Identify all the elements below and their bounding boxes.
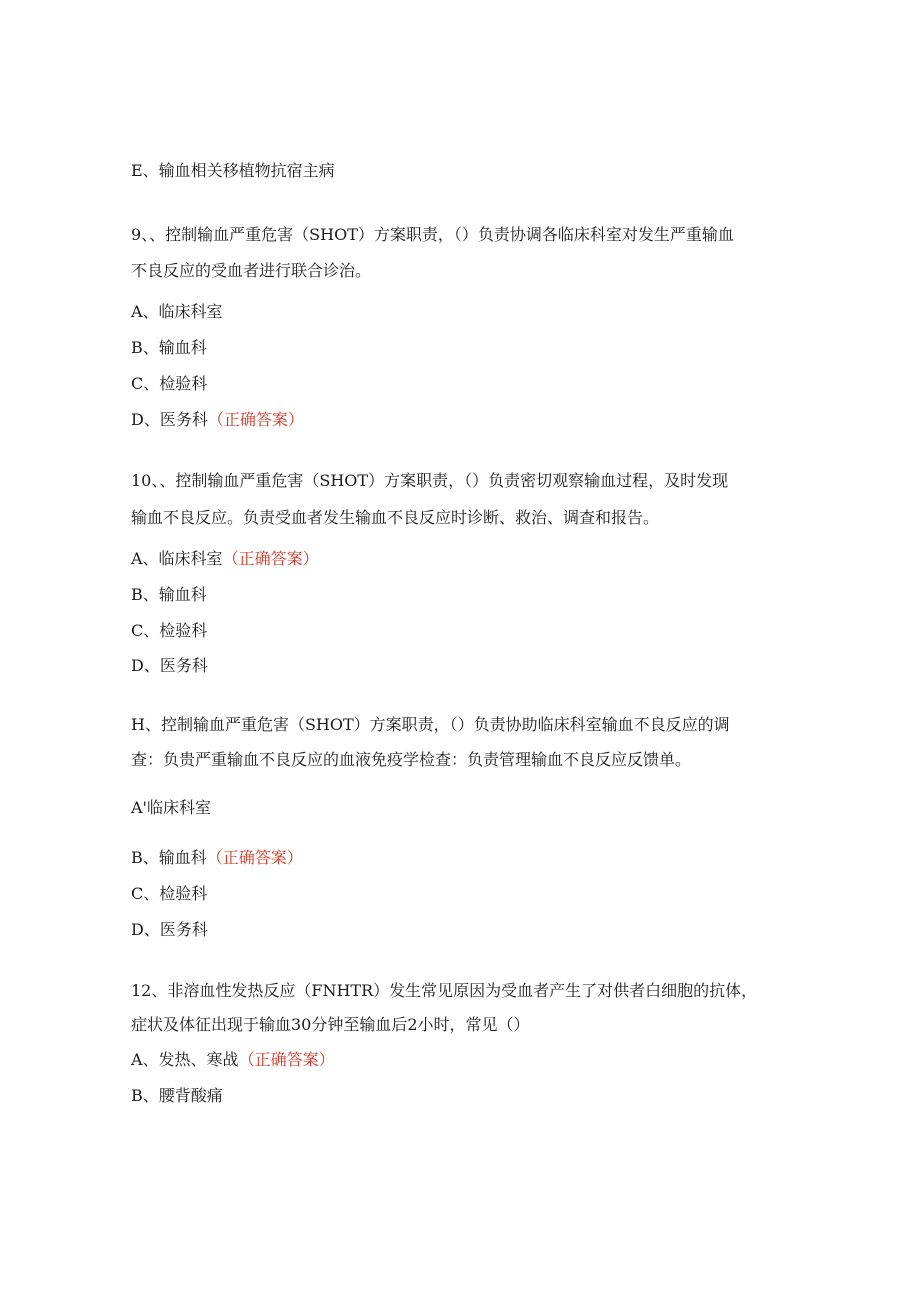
q10-option-d: D、医务科 [131,656,208,675]
q11-option-d: D、医务科 [131,920,208,939]
q12-option-b: B、腰背酸痛 [131,1086,223,1105]
q9-option-b: B、输血科 [131,338,207,357]
q9-option-a: A、临床科室 [131,302,223,321]
q10-option-a-text: A、临床科室 [131,549,223,568]
q10-option-c: C、检验科 [131,621,208,640]
q11-option-a: A'临床科室 [131,798,211,817]
q12-option-a [131,1050,335,1070]
q9-option-c: C、检验科 [131,374,208,393]
q8-option-e: E、输血相关移植物抗宿主病 [131,161,335,180]
correct-answer-mark: （正确答案） [207,410,304,429]
q12-option-a-text: A、发热、寒战 [131,1050,239,1069]
q9-option-d [131,410,304,430]
correct-answer-mark: （正确答案） [206,848,303,867]
q11-option-b-text: B、输血科 [131,848,207,867]
q12-stem-line1: 12、非溶血性发热反应（FNHTR）发生常见原因为受血者产生了对供者白细胞的抗体， [131,981,758,1000]
q10-stem-line2: 输血不良反应。负责受血者发生输血不良反应时诊断、救治、调查和报告。 [131,508,660,527]
q10-option-a [131,549,319,569]
q11-stem-line1: H、控制输血严重危害（SHOT）方案职责，（）负责协助临床科室输血不良反应的调 [131,715,730,734]
q9-stem-line2: 不良反应的受血者进行联合诊治。 [131,261,372,280]
q9-stem-line1: 9、、控制输血严重危害（SHOT）方案职责，（）负责协调各临床科室对发生严重输血 [131,225,734,244]
q12-stem-line2: 症状及体征出现于输血30分钟至输血后2小时，常见（） [131,1015,530,1034]
q11-option-b [131,848,303,868]
correct-answer-mark: （正确答案） [238,1050,335,1069]
q9-option-d-text: D、医务科 [131,410,208,429]
correct-answer-mark: （正确答案） [222,549,319,568]
q10-stem-line1: 10、、控制输血严重危害（SHOT）方案职责，（）负责密切观察输血过程，及时发现 [131,471,729,490]
q11-stem-line2: 查：负贵严重输血不良反应的血液免疫学检查：负责管理输血不良反应反馈单。 [131,750,692,769]
q10-option-b: B、输血科 [131,585,207,604]
q11-option-c: C、检验科 [131,884,208,903]
